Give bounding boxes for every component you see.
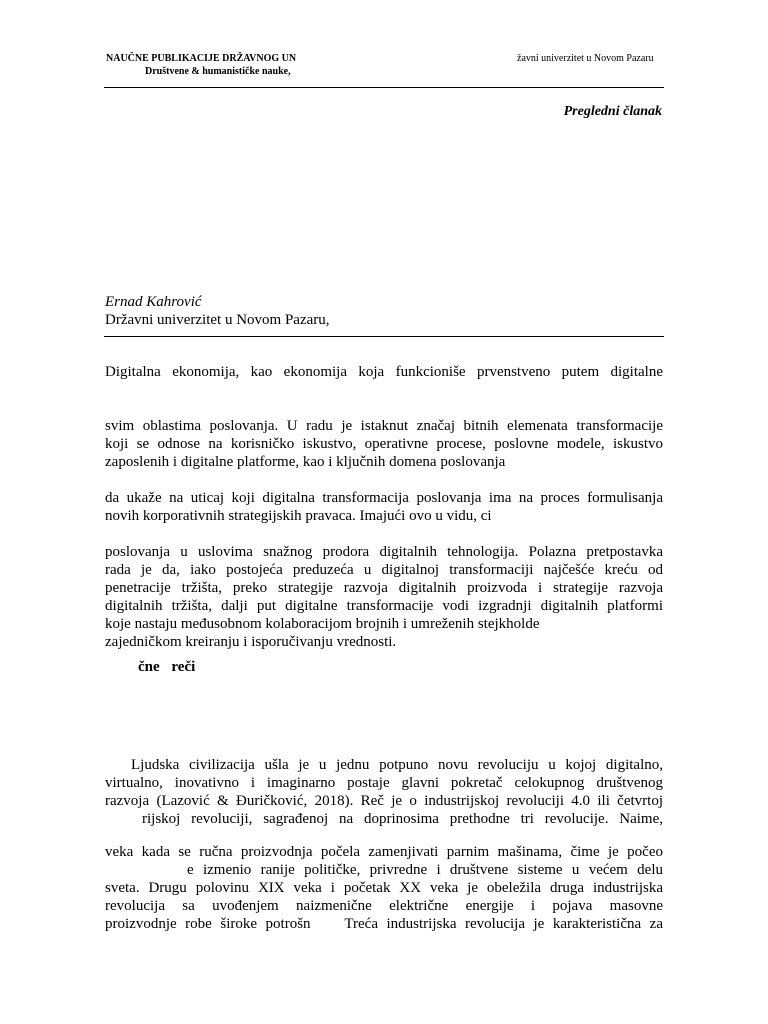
author-affiliation: Državni univerzitet u Novom Pazaru, (105, 312, 330, 328)
text-line: koji se odnose na korisničko iskustvo, operativne procese, poslovne modele, iskustvo (105, 436, 663, 452)
text-line: svim oblastima poslovanja. U radu je istaknut značaj bitnih elemenata transformacije (105, 418, 663, 434)
text-line: novih korporativnih strategijskih pravaca. Imajući ovo u vidu, ci (105, 508, 492, 524)
body-paragraph-2 (105, 843, 663, 933)
text-line: Digitalna ekonomija, kao ekonomija koja funkcioniše prvenstveno putem digitalne (105, 364, 663, 380)
keywords-label: čne reči (138, 659, 196, 675)
abstract-paragraph-2 (105, 417, 663, 471)
text-line: Ljudska civilizacija ušla je u jednu potpuno novu revoluciju u kojoj digitalno, (131, 757, 663, 773)
author-rule (104, 336, 664, 337)
text-line: proizvodnje robe široke potrošn Treća industrijska revolucija je karakteristična za (105, 916, 663, 932)
text-line: veka kada se ručna proizvodnja počela zamenjivati parnim mašinama, čime je počeo (105, 844, 663, 860)
header-rule (104, 87, 664, 88)
text-line: rijskoj revoluciji, sagrađenoj na doprinosima prethodne tri revolucije. Naime, (142, 811, 663, 827)
text-line: koje nastaju međusobnom kolaboracijom brojnih i umreženih stejkholde (105, 616, 540, 632)
journal-header (106, 52, 296, 78)
text-line: revolucija sa uvođenjem naizmenične električne energije i pojava masovne (105, 898, 663, 914)
author-name: Ernad Kahrović (105, 294, 202, 310)
text-line: penetracije tržišta, preko strategije razvoja digitalnih proizvoda i strategije razvoja (105, 580, 663, 596)
text-line: da ukaže na uticaj koji digitalna transformacija poslovanja ima na proces formulisanja (105, 490, 663, 506)
body-paragraph-1 (105, 756, 663, 828)
text-line: zajedničkom kreiranju i isporučivanju vrednosti. (105, 634, 397, 650)
abstract-paragraph-1 (105, 363, 663, 381)
text-line: rada je da, iako postojeća preduzeća u digitalnoj transformaciji najčešće kreću od (105, 562, 663, 578)
university-header: žavni univerzitet u Novom Pazaru (517, 53, 654, 64)
journal-subtitle: Društvene & humanističke nauke, (145, 66, 291, 77)
text-line: virtualno, inovativno i imaginarno postaje glavni pokretač celokupnog društvenog (105, 775, 663, 791)
text-line: poslovanja u uslovima snažnog prodora digitalnih tehnologija. Polazna pretpostavka (105, 544, 663, 560)
abstract-paragraph-4 (105, 543, 663, 651)
text-line: e izmenio ranije političke, privredne i društvene sisteme u većem delu (187, 862, 663, 878)
text-line: razvoja (Lazović & Đuričković, 2018). Reč je o industrijskoj revoluciji 4.0 ili četvrtoj (105, 793, 663, 809)
article-type: Pregledni članak (563, 104, 662, 119)
text-line: zaposlenih i digitalne platforme, kao i ključnih domena poslovanja (105, 454, 506, 470)
text-line: digitalnih tržišta, dalji put digitalne transformacije vodi izgradnji digitalnih platformi (105, 598, 663, 614)
journal-title: NAUČNE PUBLIKACIJE DRŽAVNOG UN (106, 53, 297, 64)
text-line: sveta. Drugu polovinu XIX veka i početak XX veka je obeležila druga industrijska (105, 880, 663, 896)
abstract-paragraph-3 (105, 489, 663, 525)
